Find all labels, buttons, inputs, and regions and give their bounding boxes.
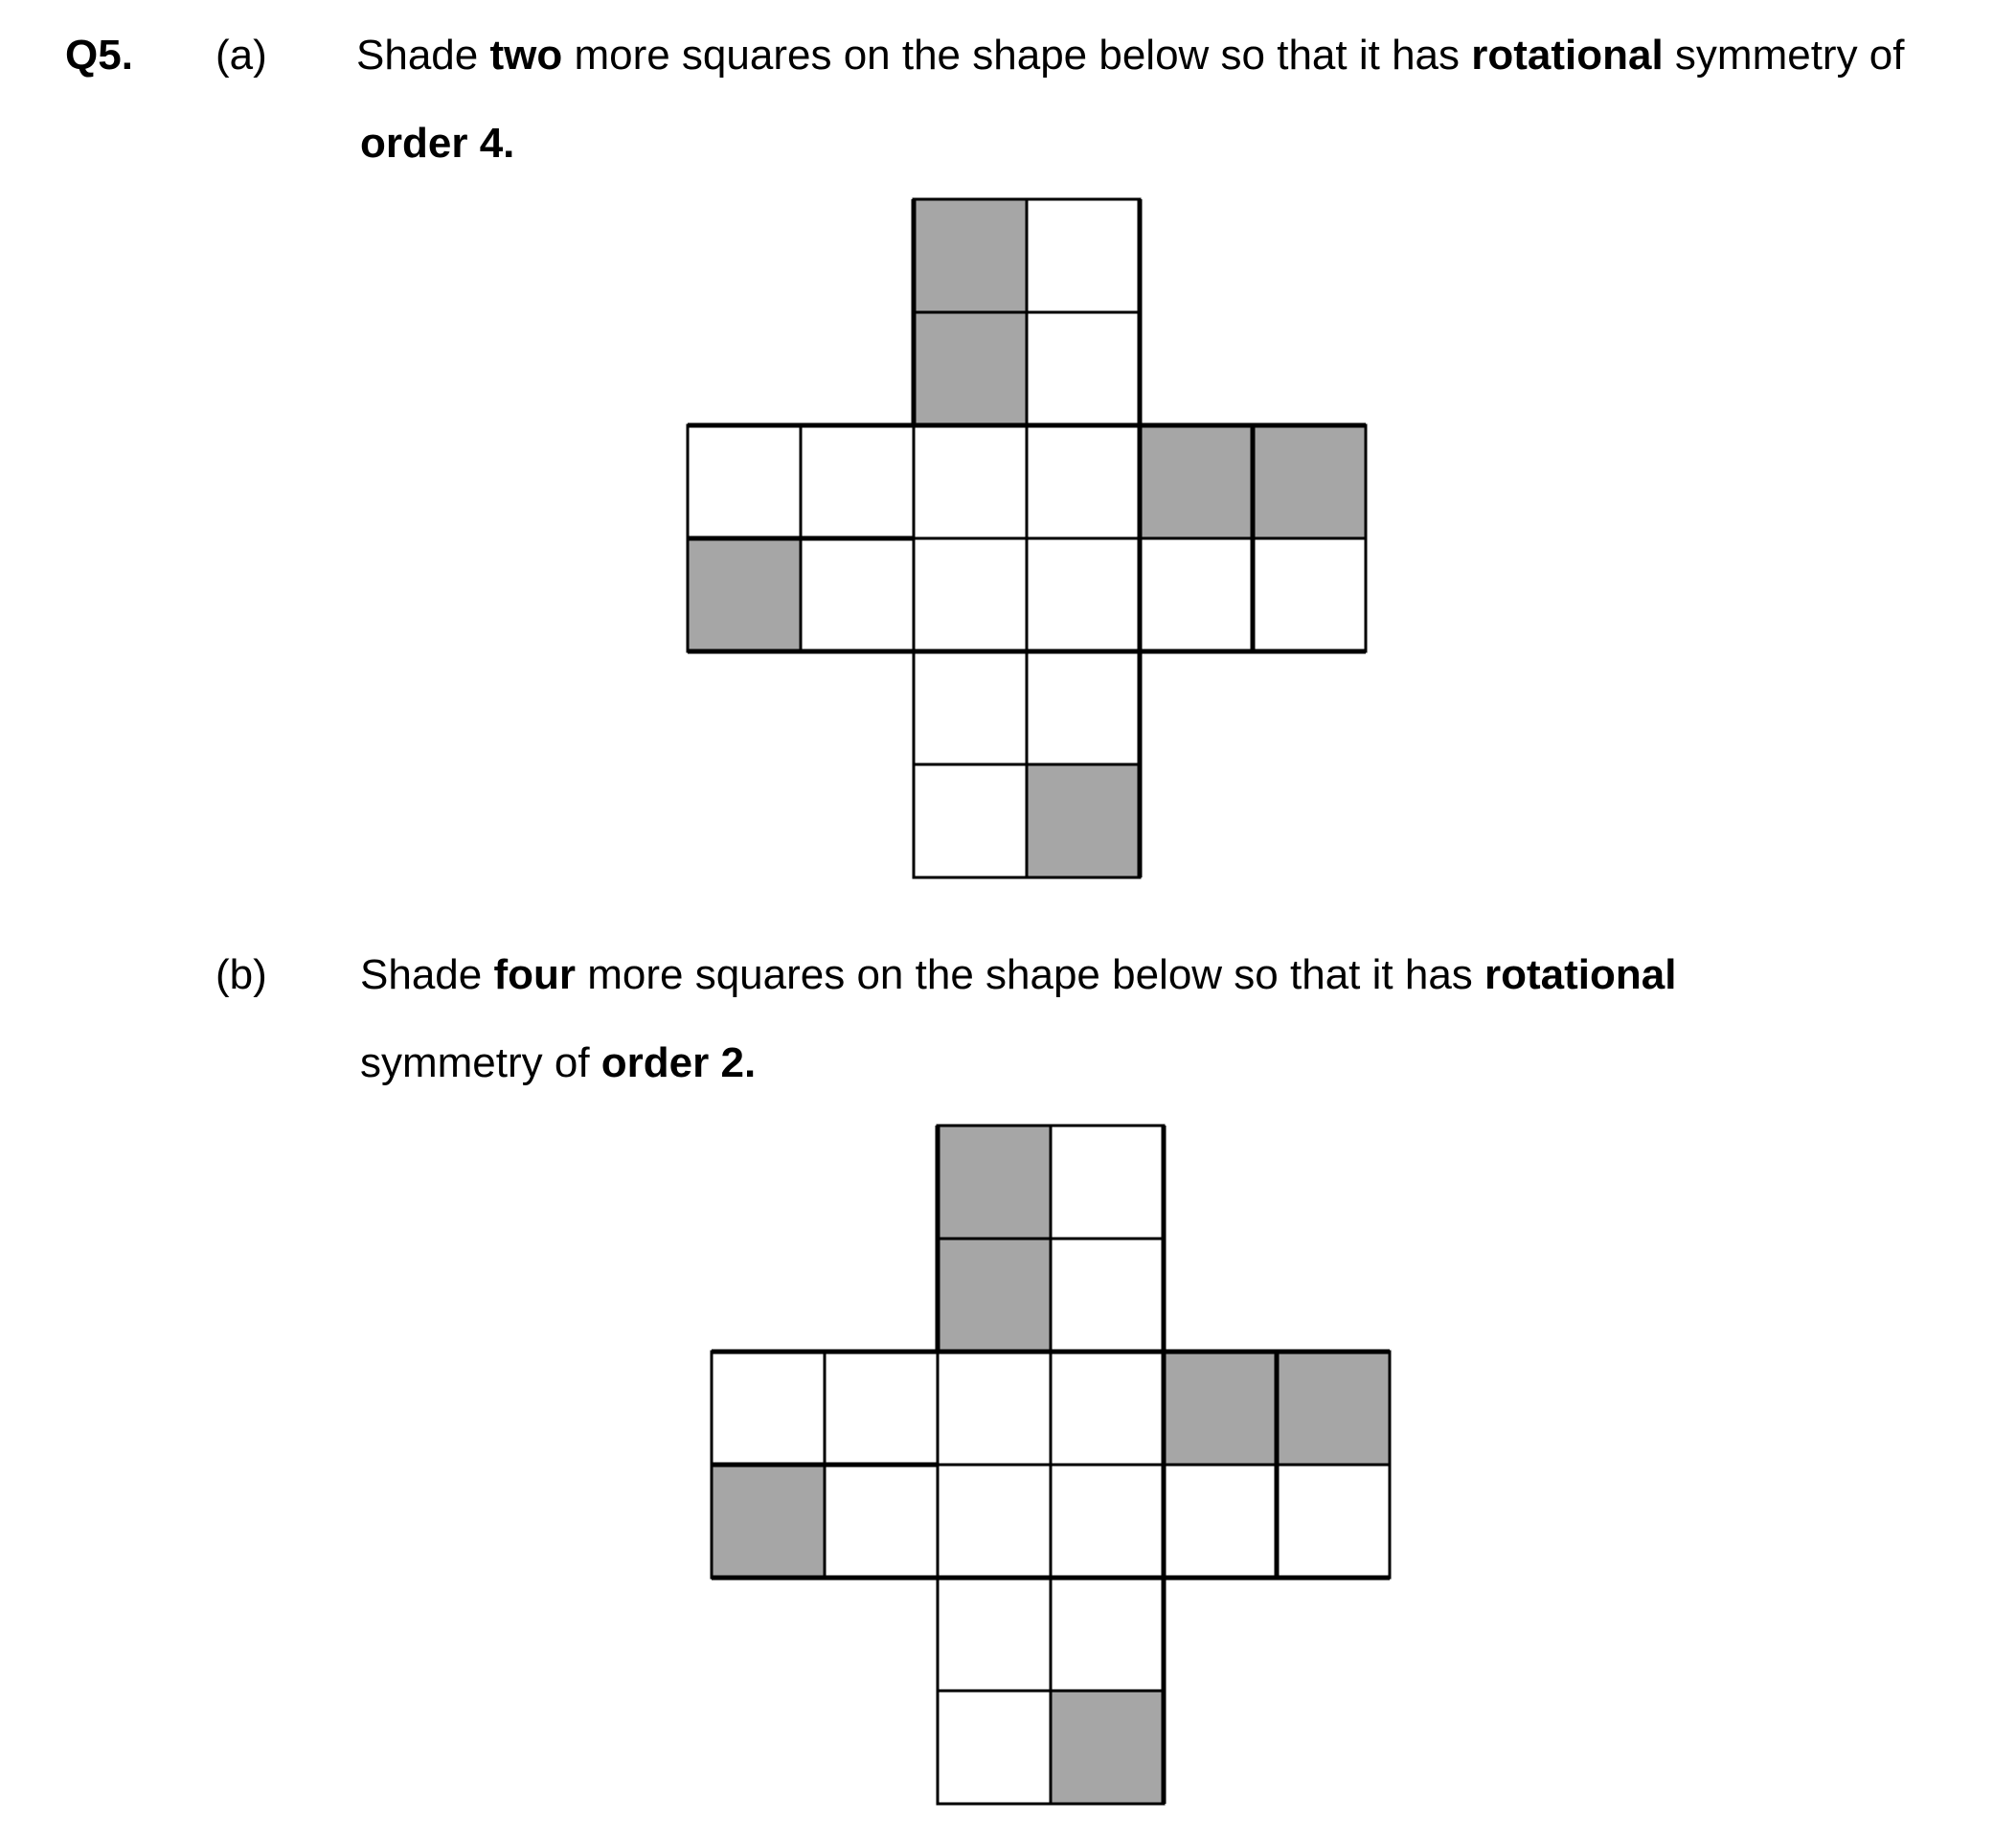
grid-cell-blank[interactable] — [1051, 1352, 1164, 1465]
grid-cell-blank[interactable] — [1051, 1465, 1164, 1578]
grid-cell-shaded[interactable] — [1140, 425, 1253, 538]
grid-cell-blank[interactable] — [938, 1465, 1051, 1578]
grid-cell-blank[interactable] — [712, 1352, 825, 1465]
grid-cell-blank[interactable] — [914, 651, 1027, 764]
grid-cell-shaded[interactable] — [914, 199, 1027, 312]
text-run: symmetry of — [360, 1039, 601, 1086]
grid-cell-blank[interactable] — [1051, 1239, 1164, 1352]
part-b-instruction-line1 — [360, 951, 1677, 998]
text-run: Shade — [360, 951, 494, 998]
grid-cell-blank[interactable] — [914, 538, 1027, 651]
text-run: Shade — [356, 32, 490, 79]
grid-cell-blank[interactable] — [1027, 425, 1140, 538]
grid-cell-blank[interactable] — [801, 425, 914, 538]
grid-cell-blank[interactable] — [914, 764, 1027, 877]
text-run: more squares on the shape below so that it has — [576, 951, 1485, 998]
grid-cell-blank[interactable] — [938, 1691, 1051, 1804]
grid-cell-blank[interactable] — [938, 1578, 1051, 1691]
question-number: Q5. — [65, 32, 133, 79]
bold-text-run: four — [493, 951, 576, 998]
part-a-grid — [685, 196, 1393, 905]
grid-cell-blank[interactable] — [1027, 199, 1140, 312]
grid-cell-blank[interactable] — [1051, 1126, 1164, 1239]
grid-cell-blank[interactable] — [938, 1352, 1051, 1465]
grid-cell-shaded[interactable] — [1051, 1691, 1164, 1804]
grid-cell-shaded[interactable] — [1027, 764, 1140, 877]
part-a-instruction-line1 — [356, 34, 1905, 77]
grid-cell-shaded[interactable] — [688, 538, 801, 651]
grid-cell-blank[interactable] — [1027, 312, 1140, 425]
grid-cell-blank[interactable] — [825, 1352, 938, 1465]
grid-cell-shaded[interactable] — [1277, 1352, 1390, 1465]
grid-cell-blank[interactable] — [1051, 1578, 1164, 1691]
grid-cell-shaded[interactable] — [1164, 1352, 1277, 1465]
part-a-instruction-line2 — [360, 120, 515, 167]
bold-text-run: rotational — [1484, 951, 1677, 998]
grid-cell-blank[interactable] — [1164, 1465, 1277, 1578]
grid-cell-blank[interactable] — [1277, 1465, 1390, 1578]
grid-cell-blank[interactable] — [1027, 651, 1140, 764]
grid-cell-shaded[interactable] — [938, 1126, 1051, 1239]
grid-cell-blank[interactable] — [1253, 538, 1366, 651]
part-b-instruction-line2 — [360, 1039, 757, 1086]
part-b-label: (b) — [215, 951, 267, 998]
bold-text-run: two — [489, 32, 563, 79]
bold-text-run: rotational — [1471, 32, 1664, 79]
text-run: more squares on the shape below so that it has — [562, 32, 1472, 79]
grid-cell-shaded[interactable] — [1253, 425, 1366, 538]
bold-text-run: order 4. — [360, 120, 515, 167]
grid-cell-shaded[interactable] — [914, 312, 1027, 425]
part-a-label: (a) — [215, 32, 267, 79]
grid-cell-blank[interactable] — [688, 425, 801, 538]
bold-text-run: order 2. — [600, 1039, 757, 1086]
grid-cell-blank[interactable] — [1140, 538, 1253, 651]
grid-cell-blank[interactable] — [914, 425, 1027, 538]
grid-cell-shaded[interactable] — [938, 1239, 1051, 1352]
grid-cell-blank[interactable] — [801, 538, 914, 651]
part-b-grid — [709, 1123, 1417, 1832]
grid-cell-blank[interactable] — [825, 1465, 938, 1578]
text-run: symmetry of — [1663, 32, 1905, 79]
grid-cell-blank[interactable] — [1027, 538, 1140, 651]
grid-cell-shaded[interactable] — [712, 1465, 825, 1578]
